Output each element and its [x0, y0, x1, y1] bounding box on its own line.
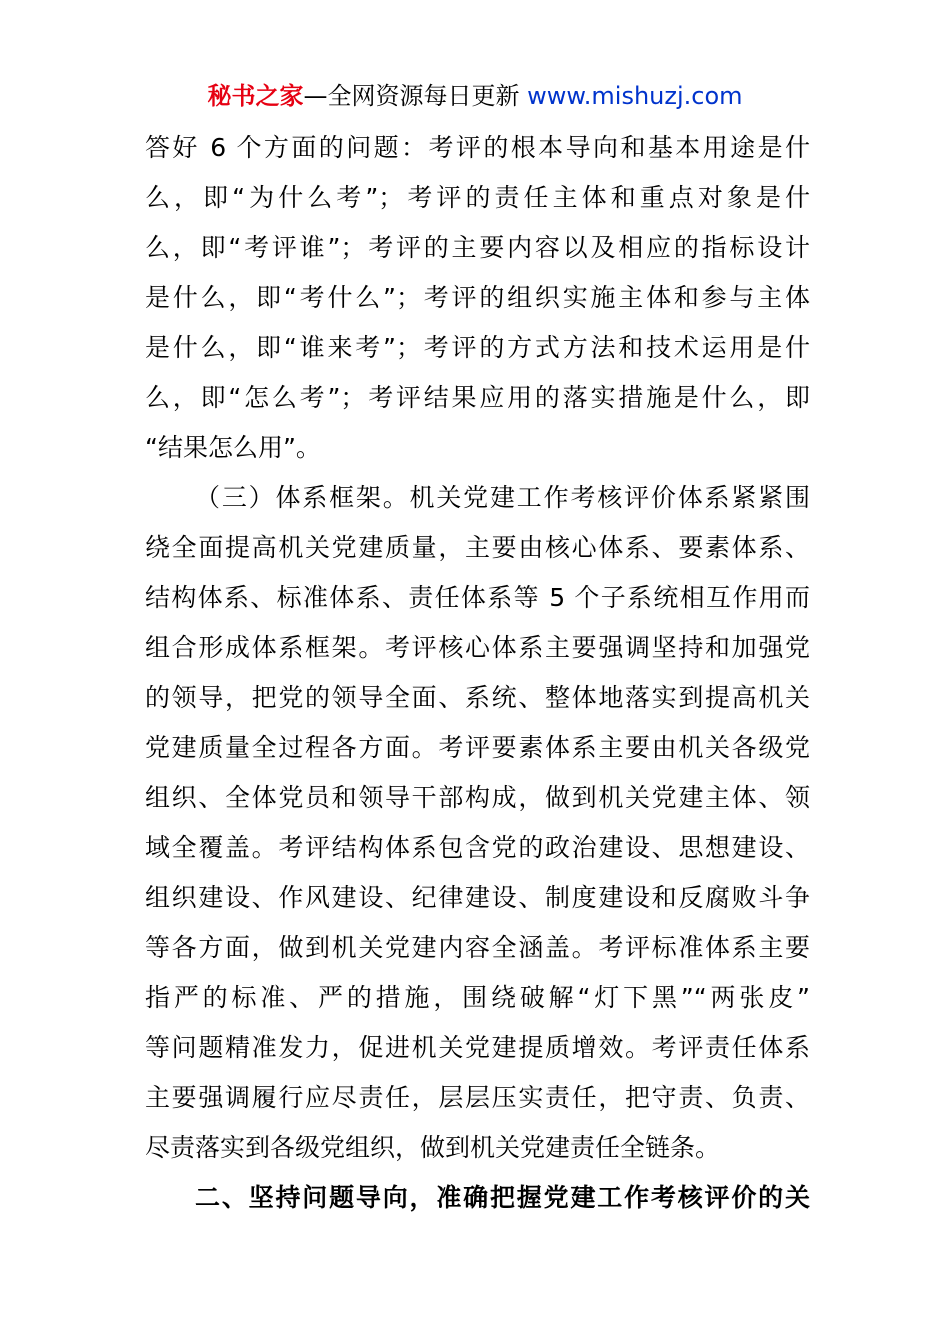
text-line: 是什么，即“谁来考”；考评的方式方法和技术运用是什 — [145, 333, 810, 362]
text-line: 尽责落实到各级党组织，做到机关党建责任全链条。 — [145, 1133, 721, 1162]
text-line: 组织、全体党员和领导干部构成，做到机关党建主体、领 — [145, 783, 810, 812]
text-line: 主要强调履行应尽责任，层层压实责任，把守责、负责、 — [145, 1083, 810, 1112]
text-line: 等问题精准发力，促进机关党建提质增效。考评责任体系 — [145, 1033, 810, 1062]
text-line: 党建质量全过程各方面。考评要素体系主要由机关各级党 — [145, 733, 810, 762]
text-line: 么，即“考评谁”；考评的主要内容以及相应的指标设计 — [145, 233, 810, 262]
text-line: 是什么，即“考什么”；考评的组织实施主体和参与主体 — [145, 283, 810, 312]
site-url-link[interactable]: www.mishuzj.com — [527, 82, 743, 110]
text-line: 组合形成体系框架。考评核心体系主要强调坚持和加强党 — [145, 633, 810, 662]
chapter-heading-line: 二、坚持问题导向，准确把握党建工作考核评价的关 — [195, 1183, 810, 1212]
text-line: “结果怎么用”。 — [145, 433, 321, 462]
text-line: 域全覆盖。考评结构体系包含党的政治建设、思想建设、 — [145, 833, 810, 862]
text-line: 结构体系、标准体系、责任体系等 5 个子系统相互作用而 — [145, 583, 810, 612]
document-body — [145, 123, 810, 1223]
site-brand: 秘书之家 — [207, 82, 304, 110]
section-heading-line: （三）体系框架。机关党建工作考核评价体系紧紧围 — [195, 483, 810, 512]
site-tagline: —全网资源每日更新 — [303, 82, 528, 110]
site-header — [0, 80, 950, 112]
text-line: 等各方面，做到机关党建内容全涵盖。考评标准体系主要 — [145, 933, 810, 962]
text-line: 么，即“怎么考”；考评结果应用的落实措施是什么，即 — [145, 383, 810, 412]
text-line: 么，即“为什么考”；考评的责任主体和重点对象是什 — [145, 183, 810, 212]
text-line: 答好 6 个方面的问题：考评的根本导向和基本用途是什 — [145, 133, 810, 162]
text-line: 绕全面提高机关党建质量，主要由核心体系、要素体系、 — [145, 533, 810, 562]
text-line: 组织建设、作风建设、纪律建设、制度建设和反腐败斗争 — [145, 883, 810, 912]
text-line: 的领导，把党的领导全面、系统、整体地落实到提高机关 — [145, 683, 810, 712]
text-line: 指严的标准、严的措施，围绕破解“灯下黑”“两张皮” — [145, 983, 810, 1012]
